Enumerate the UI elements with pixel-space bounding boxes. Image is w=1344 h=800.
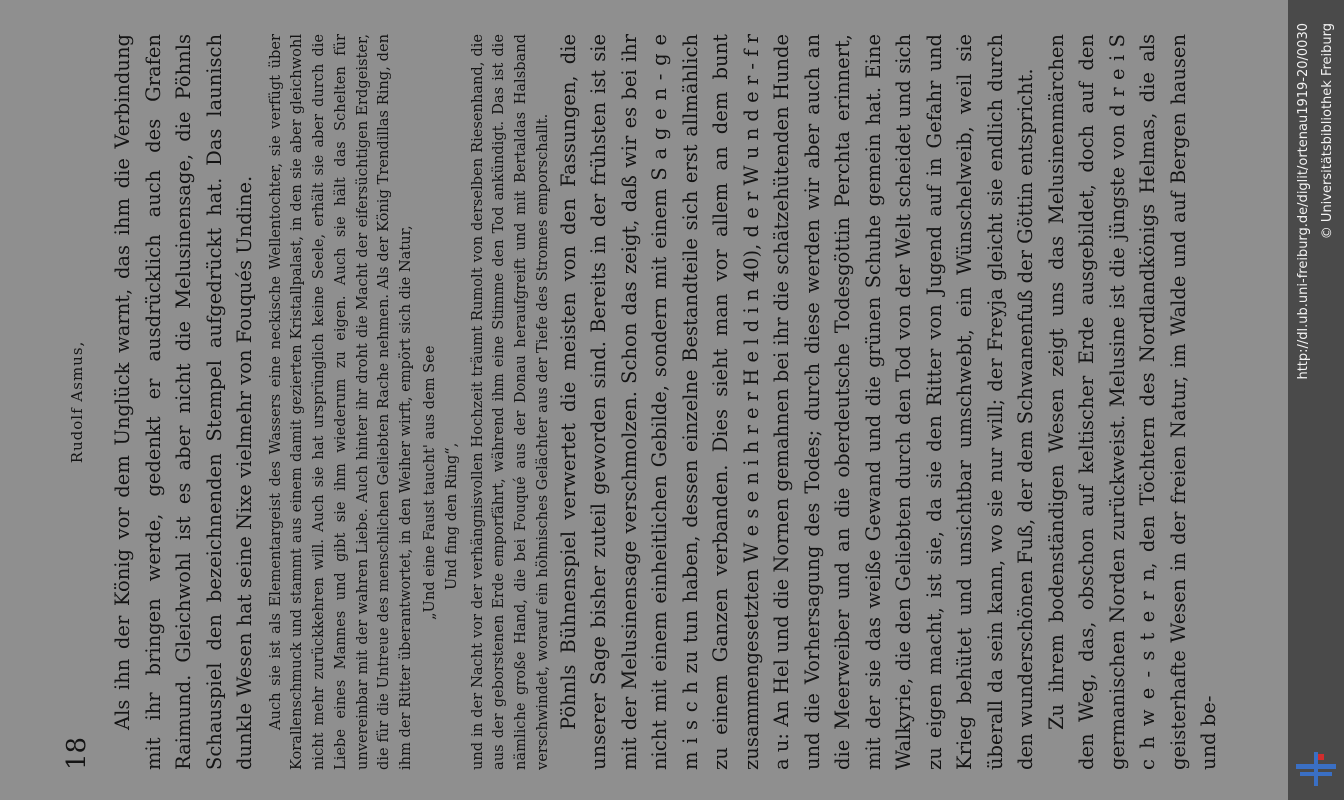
page-body — [108, 34, 1225, 770]
paragraph: Zu ihrem bodenständigen Wesen zeigt uns das Melusinenmärchen den Weg, das, obschon auf keltischer Erde ausgebildet, doch auf den germanischen Norden zurückweist. Melusine ist die jüngste von d r e i S c h w e - s t e r n, den Töchtern des Nordlandkönigs Helmas, die als geisterhafte Wesen in der freien Natur, im Walde und auf Bergen hausen und be- — [1044, 34, 1221, 770]
running-header — [56, 34, 108, 770]
verse-line: „Und eine Faust taucht' aus dem See — [421, 345, 439, 620]
paragraph: und in der Nacht vor der verhängnisvollen Hochzeit träumt Rumolt von derselben Riesenhand, die aus der geborstenen Erde emporfährt, während ihm eine Stimme den Tod ankündigt. Das ist die nämliche große Hand, die bei Fouqué aus der Donau heraufgreift und mit Bertaldas Halsband verschwindet, worauf ein höhnisches Gelächter aus der Tiefe des Stromes emporschallt. — [468, 34, 552, 770]
permalink-url[interactable]: http://dl.ub.uni-freiburg.de/diglit/ortenau1919-20/0030 — [1296, 23, 1311, 380]
paragraph: Pöhnls Bühnenspiel verwertet die meisten von den Fassungen, die unserer Sage bisher zuteil geworden sind. Bereits in der frühsten ist sie mit der Melusinensage verschmolzen. Schon das zeigt, daß wir es bei ihr nicht mit einem einheitlichen Gebilde, sondern mit einem S a g e n - g e m i s c h zu tun haben, dessen einzelne Bestandteile sich erst allmählich zu einem Ganzen verbanden. Dies sieht man vor allem an dem bunt zusammengesetzten W e s e n i h r e r H e l d i n 40), d e r W u n d e r - f r a u: An Hel und die Nornen gemahnen bei ihr die schätzehütenden Hunde und die Vorhersagung des Todes; durch diese werden wir aber auch an die Meerweiber und an die oberdeutsche Todesgöttin Perchta erinnert, mit der sie das weiße Gewand und die grünen Schuhe gemein hat. Eine Walkyrie, die den Geliebten durch den Tod von der Welt scheidet und sich zu eigen macht, ist sie, da sie den Ritter von Jugend auf in Gefahr und Krieg behütet und unsichtbar umschwebt, ein Wünschelweib, weil sie überall da sein kann, wo sie nur will; der Freyja gleicht sie endlich durch den wunderschönen Fuß, der dem Schwanenfuß der Göttin entspricht. — [556, 34, 1038, 770]
rotated-book-page — [24, 20, 1264, 780]
library-logo-icon — [1296, 752, 1336, 786]
verse-quote — [419, 34, 463, 620]
paragraph: Auch sie ist als Elementargeist des Wassers eine neckische Wellentochter, sie verfügt über Korallenschmuck und stammt aus einem damit gezierten Kristallpalast, in den sie aber gleichwohl nicht mehr zurückkehren will. Auch sie hat ursprünglich keine Seele, erhält sie aber durch die Liebe eines Mannes und gibt sie ihm wiederum zu eigen. Auch sie hält das Schelten für unvereinbar mit der wahren Liebe. Auch hinter ihr droht die Macht der eifersüchtigen Erdgeister, die für die Untreue des menschlichen Geliebten Rache nehmen. Als der König Trendillas Ring, den ihm der Ritter überantwortet, in den Weiher wirft, empört sich die Natur, — [266, 34, 415, 770]
paragraph: Als ihn der König vor dem Unglück warnt, das ihm die Verbindung mit ihr bringen werde, gedenkt er ausdrücklich auch des Grafen Raimund. Gleichwohl ist es aber nicht die Melusinensage, die Pöhnls Schauspiel den bezeichnenden Stempel aufgedrückt hat. Das launisch dunkle Wesen hat seine Nixe vielmehr von Fouqués Undine. — [111, 34, 256, 770]
verse-line: Und fing den Ring“, — [442, 442, 460, 590]
running-head-author: Rudolf Asmus, — [68, 340, 86, 464]
copyright-notice: © Universitätsbibliothek Freiburg — [1320, 23, 1335, 240]
page-number: 18 — [62, 736, 92, 770]
